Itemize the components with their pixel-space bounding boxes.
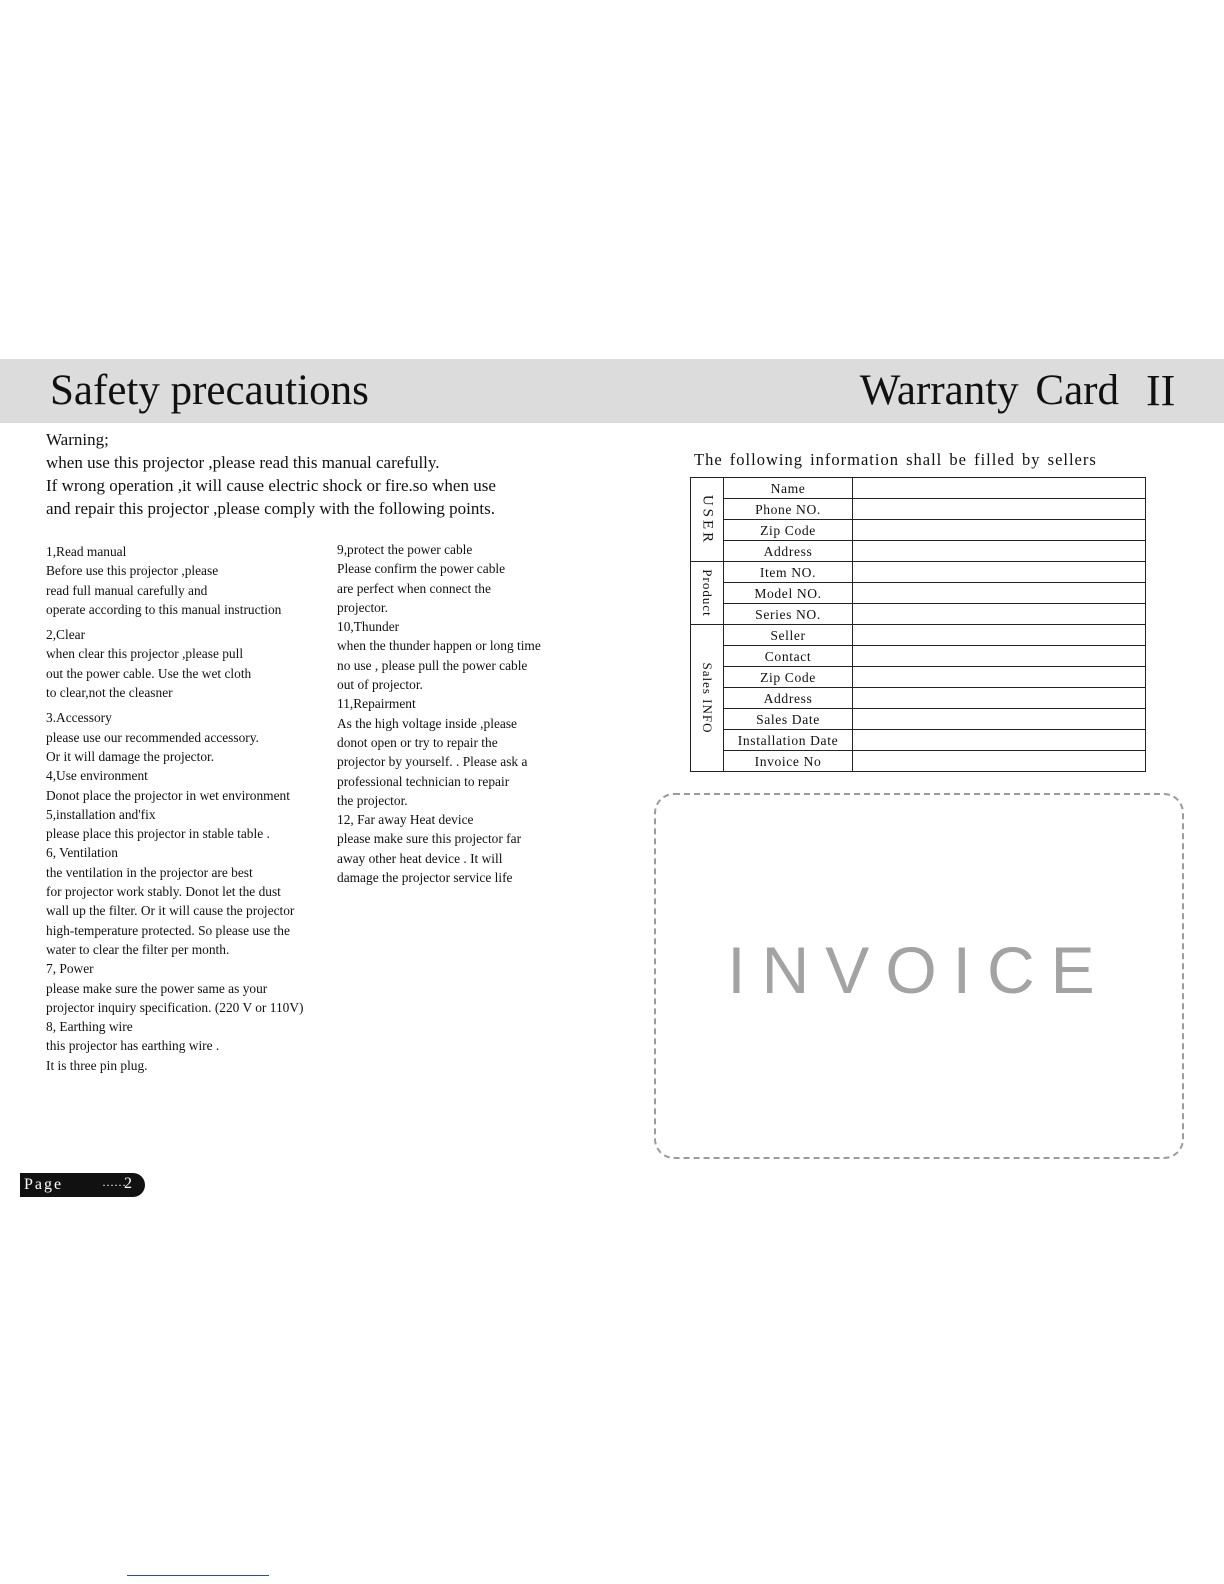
warranty-row <box>691 583 1146 604</box>
precaution-line: 10,Thunder <box>337 619 400 635</box>
warranty-field-label: Sales Date <box>724 709 853 730</box>
precautions-left-column <box>46 542 303 1075</box>
precaution-line: 7, Power <box>46 961 94 977</box>
warranty-row <box>691 667 1146 688</box>
invoice-label: INVOICE <box>727 933 1111 1007</box>
precaution-line: 3.Accessory <box>46 710 112 726</box>
intro-line: when use this projector ,please read this manual carefully. <box>46 453 440 472</box>
warranty-field-value[interactable] <box>853 646 1146 667</box>
warranty-field-value[interactable] <box>853 478 1146 499</box>
warranty-group-label: Product <box>700 569 715 617</box>
warranty-field-label: Address <box>724 688 853 709</box>
warranty-field-value[interactable] <box>853 604 1146 625</box>
precaution-line: high-temperature protected. So please use the <box>46 922 290 938</box>
warranty-group-label: USER <box>699 494 716 545</box>
warranty-row <box>691 646 1146 667</box>
warranty-field-value[interactable] <box>853 541 1146 562</box>
page-label: Page <box>24 1176 64 1193</box>
warranty-field-value[interactable] <box>853 709 1146 730</box>
warranty-field-value[interactable] <box>853 562 1146 583</box>
warranty-card-title: Warranty Card <box>859 367 1119 414</box>
precaution-line: As the high voltage inside ,please <box>337 715 517 731</box>
warranty-card-roman-numeral: II <box>1146 366 1176 415</box>
precaution-line: to clear,not the cleasner <box>46 685 173 701</box>
precaution-line: please use our recommended accessory. <box>46 729 259 745</box>
precaution-line: 9,protect the power cable <box>337 542 473 557</box>
warranty-row <box>691 541 1146 562</box>
precaution-line: It is three pin plug. <box>46 1057 148 1073</box>
precaution-line: please make sure the power same as your <box>46 980 268 996</box>
warranty-field-label: Phone NO. <box>724 499 853 520</box>
precaution-line: projector by yourself. . Please ask a <box>337 754 528 770</box>
warranty-field-value[interactable] <box>853 667 1146 688</box>
sellers-note: The following information shall be filled by sellers <box>694 450 1097 469</box>
warranty-field-label: Seller <box>724 625 853 646</box>
precaution-line: projector inquiry specification. (220 V or 110V) <box>46 999 304 1015</box>
precaution-line: no use , please pull the power cable <box>337 657 528 673</box>
intro-line: If wrong operation ,it will cause electric shock or fire.so when use <box>46 476 496 495</box>
warranty-group-cell <box>691 625 724 772</box>
safety-precautions-title: Safety precautions <box>50 367 369 414</box>
warranty-row <box>691 478 1146 499</box>
page-number: 2 <box>124 1175 132 1192</box>
precaution-line: read full manual carefully and <box>46 582 208 598</box>
warranty-field-label: Item NO. <box>724 562 853 583</box>
warranty-field-label: Model NO. <box>724 583 853 604</box>
warranty-row <box>691 499 1146 520</box>
warranty-row <box>691 625 1146 646</box>
footer-link-underline <box>127 1575 269 1576</box>
precaution-line: 1,Read manual <box>46 544 127 559</box>
warranty-field-value[interactable] <box>853 730 1146 751</box>
precaution-line: wall up the filter. Or it will cause the projector <box>46 903 295 919</box>
warranty-field-label: Series NO. <box>724 604 853 625</box>
precaution-line: please place this projector in stable table . <box>46 826 270 842</box>
warranty-field-label: Installation Date <box>724 730 853 751</box>
precaution-line: Or it will damage the projector. <box>46 748 215 764</box>
warranty-info-table <box>690 477 1146 772</box>
warranty-group-cell <box>691 478 724 562</box>
warranty-field-value[interactable] <box>853 520 1146 541</box>
precaution-line: 12, Far away Heat device <box>337 812 474 828</box>
precaution-line: the projector. <box>337 792 408 808</box>
precaution-line: professional technician to repair <box>337 773 510 789</box>
page-badge <box>20 1173 145 1197</box>
precaution-line: 5,installation and'fix <box>46 806 156 822</box>
precaution-line: Please confirm the power cable <box>337 561 506 577</box>
warranty-field-value[interactable] <box>853 583 1146 604</box>
precautions-middle-column <box>337 540 541 887</box>
warning-intro <box>46 428 586 520</box>
intro-line: and repair this projector ,please comply with the following points. <box>46 499 495 518</box>
precaution-line: when clear this projector ,please pull <box>46 646 244 662</box>
precaution-line: 6, Ventilation <box>46 845 118 861</box>
precaution-line: out of projector. <box>337 677 423 693</box>
precaution-line: 11,Repairment <box>337 696 416 712</box>
precaution-line: damage the projector service life <box>337 870 513 886</box>
intro-line: Warning; <box>46 430 109 449</box>
precaution-line: water to clear the filter per month. <box>46 941 230 957</box>
warranty-row <box>691 688 1146 709</box>
warranty-field-label: Contact <box>724 646 853 667</box>
warranty-row <box>691 604 1146 625</box>
precaution-line: Donot place the projector in wet environment <box>46 787 290 803</box>
warranty-row <box>691 562 1146 583</box>
warranty-row <box>691 520 1146 541</box>
warranty-field-value[interactable] <box>853 751 1146 772</box>
precaution-line: projector. <box>337 599 388 615</box>
precaution-line: away other heat device . It will <box>337 850 503 866</box>
warranty-field-value[interactable] <box>853 625 1146 646</box>
warranty-row <box>691 709 1146 730</box>
warranty-field-label: Invoice No <box>724 751 853 772</box>
precaution-line: 2,Clear <box>46 627 86 643</box>
precaution-line: out the power cable. Use the wet cloth <box>46 665 252 681</box>
warranty-field-value[interactable] <box>853 499 1146 520</box>
precaution-line: operate according to this manual instruction <box>46 601 282 617</box>
precaution-line: 4,Use environment <box>46 768 148 784</box>
warranty-row <box>691 730 1146 751</box>
warranty-group-label: Sales INFO <box>700 662 715 734</box>
warranty-field-label: Zip Code <box>724 667 853 688</box>
warranty-field-label: Address <box>724 541 853 562</box>
warranty-group-cell <box>691 562 724 625</box>
precaution-line: 8, Earthing wire <box>46 1019 133 1035</box>
precaution-line: Before use this projector ,please <box>46 563 219 579</box>
precaution-line: this projector has earthing wire . <box>46 1038 220 1054</box>
precaution-line: when the thunder happen or long time <box>337 638 541 654</box>
invoice-area <box>654 793 1184 1159</box>
precaution-line: donot open or try to repair the <box>337 734 498 750</box>
warranty-field-value[interactable] <box>853 688 1146 709</box>
precaution-line: please make sure this projector far <box>337 831 522 847</box>
page-dots: …… <box>102 1175 126 1189</box>
precaution-line: are perfect when connect the <box>337 580 491 596</box>
precaution-line: for projector work stably. Donot let the dust <box>46 884 281 900</box>
warranty-field-label: Zip Code <box>724 520 853 541</box>
warranty-row <box>691 751 1146 772</box>
warranty-field-label: Name <box>724 478 853 499</box>
precaution-line: the ventilation in the projector are best <box>46 864 253 880</box>
